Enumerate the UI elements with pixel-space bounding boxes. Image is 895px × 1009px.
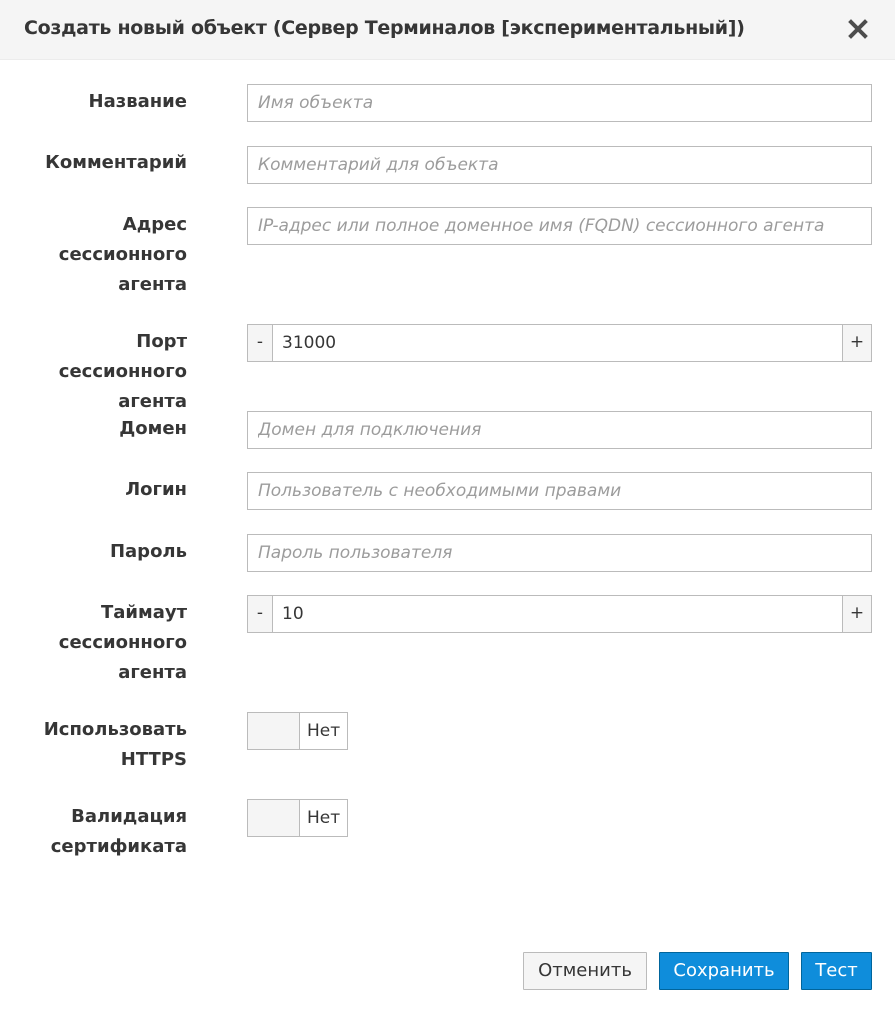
password-input[interactable] <box>247 534 872 572</box>
use-https-state: Нет <box>307 721 341 741</box>
name-label: Название <box>88 91 187 112</box>
toggle-knob <box>248 800 300 836</box>
agent-timeout-input[interactable] <box>272 595 843 633</box>
use-https-toggle[interactable] <box>247 712 348 750</box>
login-label: Логин <box>125 479 187 500</box>
name-input[interactable] <box>247 84 872 122</box>
toggle-knob <box>248 713 300 749</box>
agent-timeout-stepper <box>247 595 872 633</box>
agent-port-increment-button[interactable]: + <box>842 324 872 362</box>
agent-address-label: Адрес сессионного агента <box>58 214 187 295</box>
domain-label: Домен <box>119 418 187 439</box>
agent-port-input[interactable] <box>272 324 843 362</box>
dialog-header <box>0 0 895 60</box>
use-https-label: Использовать HTTPS <box>43 719 187 770</box>
cert-validation-state: Нет <box>307 808 341 828</box>
agent-timeout-increment-button[interactable]: + <box>842 595 872 633</box>
save-button[interactable]: Сохранить <box>659 952 789 990</box>
test-button[interactable]: Тест <box>801 952 872 990</box>
close-button[interactable] <box>843 14 873 44</box>
agent-port-stepper <box>247 324 872 362</box>
domain-input[interactable] <box>247 411 872 449</box>
cert-validation-toggle[interactable] <box>247 799 348 837</box>
cancel-button[interactable]: Отменить <box>523 952 647 990</box>
cert-validation-label: Валидация сертификата <box>50 806 187 857</box>
agent-timeout-label: Таймаут сессионного агента <box>58 602 187 683</box>
password-label: Пароль <box>109 541 187 562</box>
comment-label: Комментарий <box>45 152 187 173</box>
agent-port-decrement-button[interactable]: - <box>247 324 273 362</box>
agent-port-label: Порт сессионного агента <box>58 331 187 412</box>
agent-address-input[interactable] <box>247 207 872 245</box>
agent-timeout-decrement-button[interactable]: - <box>247 595 273 633</box>
login-input[interactable] <box>247 472 872 510</box>
comment-input[interactable] <box>247 146 872 184</box>
close-icon <box>843 14 873 44</box>
dialog-title: Создать новый объект (Сервер Терминалов [экспериментальный]) <box>24 17 745 39</box>
